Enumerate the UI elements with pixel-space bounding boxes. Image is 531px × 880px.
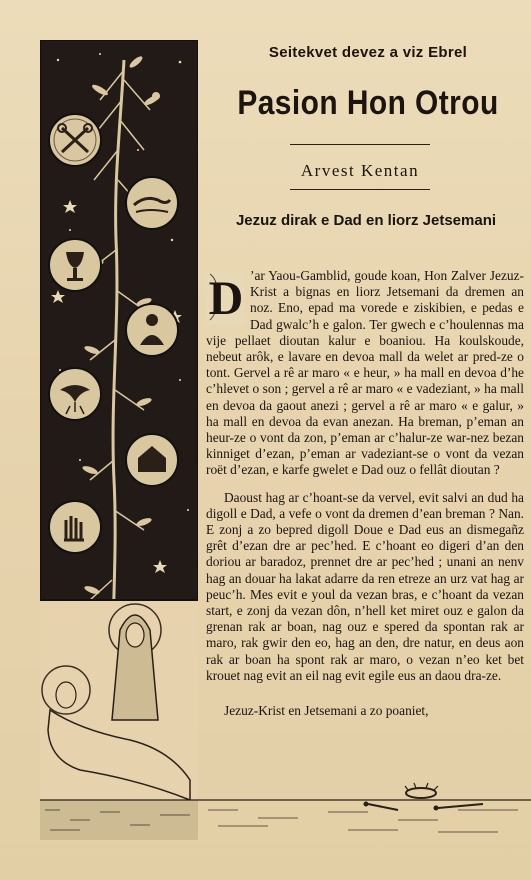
medallion-hand-blessing: [49, 501, 101, 553]
medallion-chalice: [49, 239, 101, 291]
pieta-scene: [40, 600, 198, 840]
subtitle-rule: [290, 189, 430, 190]
page-title: Pasion Hon Otrou: [237, 84, 499, 122]
running-header: Seitekvet devez a viz Ebrel: [268, 44, 468, 61]
paragraph-1: ’ar Yaou-Gamblid, goude koan, Hon Zalver Jezuz-Krist a bignas en liorz Jetsemani da dremen an noz. Eno, epad ma vorede e ziskibien, e pedas e Dad gwalc’h e galon. Ter gwech e c’houlennas ma vije pellaet dioutan kalur e boaniou. Ha koulskoude, nebeut arôk, e lavare en devoa mall da welet ar pred-ze o tont. Gervel a rê ar maro « e heur, » ha mall en devoa d’he c’hlevet o son ; gervel a rê ar maro « e vadeziant, » ha mall en devoa da gaout anezi ; gervel a rê ar maro « e galur, » ha mall en devoa da evan anezan. Ha breman, p’eman an heur-ze o vont da zon, p’eman ar c’halur-ze war-nez bezan kinniget d’ezan, p’eman ar vadeziant-se o vont da vezan roët d’ezan, e karfe gwelet e Dad ouz o fellât dioutan ?: [206, 268, 524, 478]
section-heading: Jezuz dirak e Dad en liorz Jetsemani: [235, 212, 497, 229]
engraving-illustration: [40, 40, 198, 840]
body-text: [206, 268, 524, 684]
ground-strip: [198, 760, 531, 840]
crown-of-thorns-icon: [405, 783, 438, 798]
dropcap-initial: [206, 270, 244, 324]
medallion-church: [126, 434, 178, 486]
paragraph-2: Daoust hag ar c’hoant-se da vervel, evit salvi an dud ha digoll e Dad, a vefe o vont da dremen d’ean breman ? Nan. E zonj a zo bepred digoll Doue e Dad eus an dismegañz grêt d’ezan dre ar pec’hed. E c’hoant eo digeri d’an den doriou ar baradoz, prennet dre ar pec’hed ; unani an nenv hag an douar ha lakat adarre da ren etreze an urz vat hag ar peuc’h. Mes evit e youl da vezan bras, e c’hoant da vezan start, e zonj da vezan dôn, n’hell ket miret ouz e galon da grenan rak ar boan, nag ouz e spered da spontan rak ar maro, rak gwir den eo, hag an den, dre natur, en deus aon rak ar boan ha spont rak ar maro, o vezan n’eo ket bet krouet nag evit an eil nag evit egile eus an daou dra-ze.: [206, 489, 524, 683]
dropcap-letter: D: [208, 272, 244, 324]
chapter-subtitle: Arvest Kentan: [300, 161, 420, 180]
illustration-column: [40, 40, 198, 840]
medallion-hands: [126, 177, 178, 229]
final-line: Jezuz-Krist en Jetsemani a zo poaniet,: [224, 703, 429, 718]
medallion-priest: [126, 304, 178, 356]
medallion-dove: [49, 368, 101, 420]
title-rule: [290, 144, 430, 145]
nails-icon: [364, 802, 484, 811]
medallion-keys: [49, 114, 101, 166]
